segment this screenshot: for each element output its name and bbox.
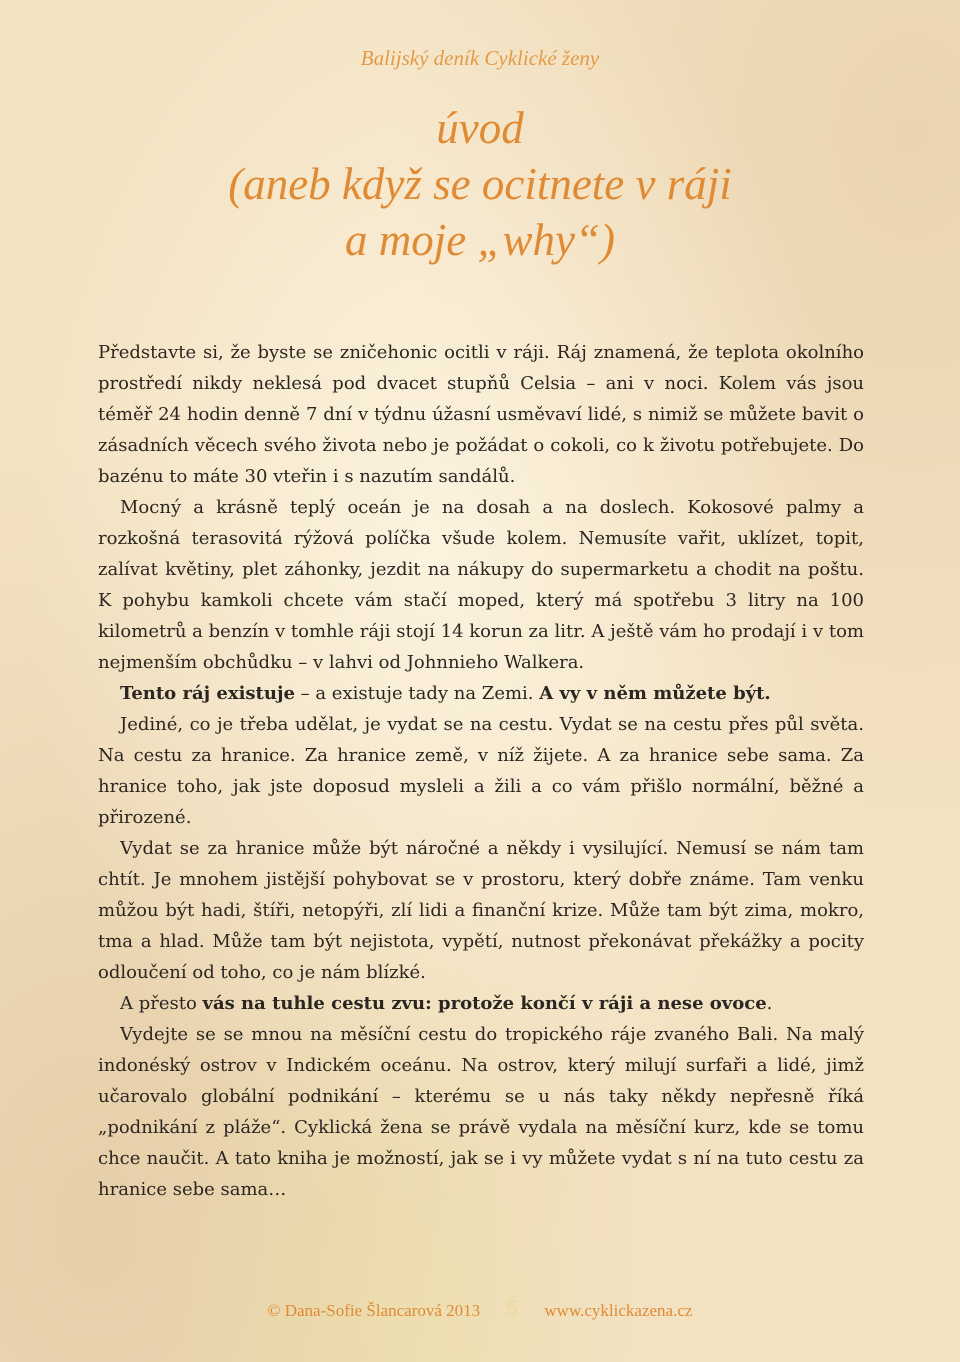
- chapter-title-line-3: a moje „why“): [345, 215, 615, 265]
- paragraph-1: Představte si, že byste se zničehonic ocitli v ráji. Ráj znamená, že teplota okolního prostředí nikdy neklesá pod dvacet stupňů Celsia – ani v noci. Kolem vás jsou téměř 24 hodin denně 7 dní v týdnu úžasní usměvaví lidé, s nimiž se můžete bavit o zásadních věcech svého života nebo je požádat o cokoli, co k životu potřebujete. Do bazénu to máte 30 vteřin i s nazutím sandálů.: [98, 342, 864, 487]
- paragraph-6: [98, 988, 864, 1019]
- paragraph-7: Vydejte se se mnou na měsíční cestu do tropického ráje zvaného Bali. Na malý indonéský ostrov v Indickém oceánu. Na ostrov, který milují surfaři a lidé, jimž učarovalo globální podnikání – kterému se u nás taky někdy nepřesně říká „podnikání z pláže“. Cyklická žena se právě vydala na měsíční kurz, kde se tomu chce naučit. A tato kniha je možností, jak se i vy můžete vydat s ní na tuto cestu za hranice sebe sama…: [98, 1024, 864, 1200]
- chapter-title-line-2: (aneb když se ocitnete v ráji: [228, 159, 732, 209]
- paragraph-3-bold-2: A vy v něm můžete být.: [539, 683, 771, 704]
- page-number: 5: [506, 1296, 519, 1321]
- page-footer: [0, 1296, 960, 1322]
- paragraph-4: Jediné, co je třeba udělat, je vydat se na cestu. Vydat se na cestu přes půl světa. Na cestu za hranice. Za hranice země, v níž žijete. A za hranice sebe sama. Za hranice toho, jak jste doposud mysleli a žili a co vám přišlo normální, běžné a přirozené.: [98, 714, 864, 828]
- chapter-title: [0, 100, 960, 268]
- copyright-notice: © Dana-Sofie Šlancarová 2013: [267, 1301, 481, 1320]
- paragraph-3-middle: – a existuje tady na Zemi.: [294, 683, 540, 704]
- paragraph-6-start: A přesto: [120, 993, 203, 1014]
- chapter-title-line-1: úvod: [436, 103, 524, 153]
- paragraph-2: Mocný a krásně teplý oceán je na dosah a na doslech. Kokosové palmy a rozkošná terasovitá rýžová políčka všude kolem. Nemusíte vařit, uklízet, topit, zalívat květiny, plet záhonky, jezdit na nákupy do supermarketu a chodit na poštu. K pohybu kamkoli chcete vám stačí moped, který má spotřebu 3 litry na 100 kilometrů a benzín v tomhle ráji stojí 14 korun za litr. A ještě vám ho prodají i v tom nejmenším obchůdku – v lahvi od Johnnieho Walkera.: [98, 497, 864, 673]
- paragraph-6-bold: vás na tuhle cestu zvu: protože končí v ráji a nese ovoce: [202, 993, 767, 1014]
- paragraph-3-bold-1: Tento ráj existuje: [120, 683, 295, 704]
- paragraph-6-end: .: [766, 993, 773, 1014]
- body-text: [98, 337, 864, 1205]
- paragraph-5: Vydat se za hranice může být náročné a někdy i vysilující. Nemusí se nám tam chtít. Je mnohem jistější pohybovat se v prostoru, který dobře známe. Tam venku můžou být hadi, štíři, netopýři, zlí lidi a finanční krize. Může tam být zima, mokro, tma a hlad. Může tam být nejistota, vypětí, nutnost překonávat překážky a pocity odloučení od toho, co je nám blízké.: [98, 838, 864, 983]
- paragraph-3: [98, 678, 864, 709]
- running-head: Balijský deník Cyklické ženy: [360, 46, 600, 70]
- website-link[interactable]: www.cyklickazena.cz: [544, 1301, 693, 1320]
